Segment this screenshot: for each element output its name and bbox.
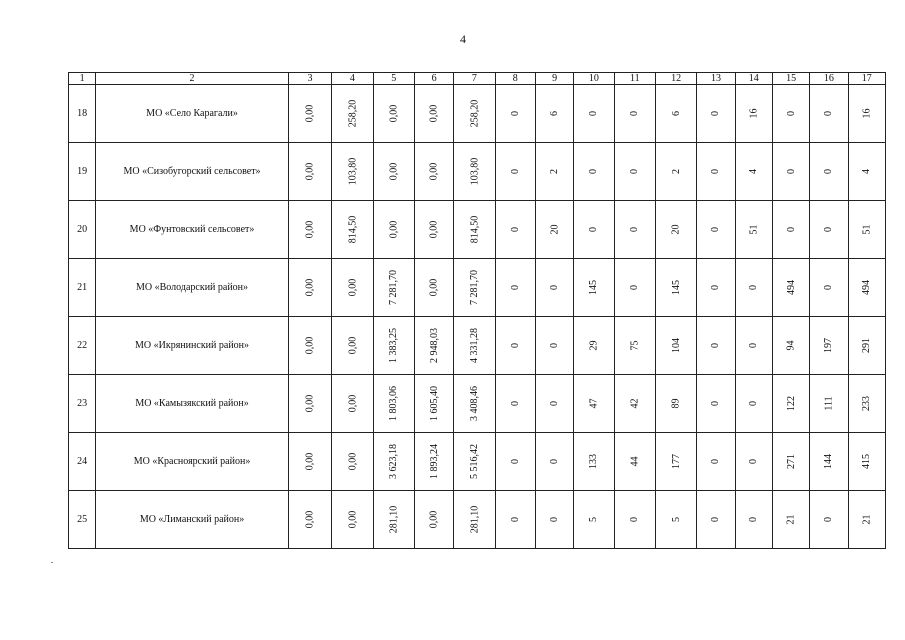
- cell-value: 4: [748, 169, 760, 174]
- value-cell: [735, 143, 772, 201]
- cell-value: 0: [710, 343, 722, 348]
- cell-value: 0,00: [346, 452, 358, 471]
- value-cell: [574, 85, 614, 143]
- value-cell: [454, 375, 495, 433]
- cell-value: 16: [748, 108, 760, 119]
- value-cell: [288, 491, 331, 549]
- value-cell: [288, 433, 331, 491]
- cell-value: 0: [748, 401, 760, 406]
- value-cell: [772, 491, 809, 549]
- value-cell: [535, 433, 573, 491]
- cell-value: 0: [710, 459, 722, 464]
- value-cell: [535, 491, 573, 549]
- value-cell: [373, 433, 414, 491]
- cell-value: 0: [710, 169, 722, 174]
- cell-value: 0: [588, 169, 600, 174]
- value-cell: [655, 491, 696, 549]
- row-number: 20: [69, 201, 96, 259]
- cell-value: 281,10: [388, 505, 400, 534]
- value-cell: [332, 375, 373, 433]
- value-cell: [848, 259, 885, 317]
- row-number: 22: [69, 317, 96, 375]
- cell-value: 0,00: [388, 104, 400, 123]
- value-cell: [848, 491, 885, 549]
- cell-value: 3 408,46: [468, 386, 480, 421]
- value-cell: [414, 433, 453, 491]
- value-cell: [454, 85, 495, 143]
- value-cell: [373, 317, 414, 375]
- municipality-name: МО «Фунтовский сельсовет»: [96, 201, 289, 259]
- municipality-name: МО «Камызякский район»: [96, 375, 289, 433]
- cell-value: 47: [588, 398, 600, 409]
- cell-value: 0: [823, 169, 835, 174]
- value-cell: [735, 433, 772, 491]
- value-cell: [574, 143, 614, 201]
- value-cell: [848, 143, 885, 201]
- value-cell: [414, 259, 453, 317]
- cell-value: 0: [748, 517, 760, 522]
- cell-value: 133: [588, 454, 600, 469]
- cell-value: 20: [549, 224, 561, 235]
- value-cell: [495, 433, 535, 491]
- column-header-5: 5: [373, 73, 414, 85]
- cell-value: 145: [670, 280, 682, 295]
- value-cell: [697, 375, 735, 433]
- cell-value: 0,00: [304, 104, 316, 123]
- value-cell: [697, 317, 735, 375]
- cell-value: 29: [588, 340, 600, 351]
- cell-value: 42: [629, 398, 641, 409]
- municipality-name: МО «Красноярский район»: [96, 433, 289, 491]
- value-cell: [614, 143, 655, 201]
- cell-value: 0,00: [388, 162, 400, 181]
- value-cell: [535, 259, 573, 317]
- table-row: [69, 201, 886, 259]
- cell-value: 94: [785, 340, 797, 351]
- value-cell: [288, 375, 331, 433]
- cell-value: 0: [710, 227, 722, 232]
- value-cell: [697, 201, 735, 259]
- cell-value: 0: [509, 169, 521, 174]
- value-cell: [373, 85, 414, 143]
- value-cell: [810, 433, 848, 491]
- value-cell: [697, 491, 735, 549]
- row-number: 25: [69, 491, 96, 549]
- table-row: [69, 433, 886, 491]
- value-cell: [697, 433, 735, 491]
- cell-value: 0: [785, 111, 797, 116]
- value-cell: [697, 259, 735, 317]
- value-cell: [848, 317, 885, 375]
- column-header-7: 7: [454, 73, 495, 85]
- cell-value: 16: [861, 108, 873, 119]
- value-cell: [810, 85, 848, 143]
- municipality-name: МО «Икрянинский район»: [96, 317, 289, 375]
- cell-value: 0: [549, 517, 561, 522]
- cell-value: 1 383,25: [388, 328, 400, 363]
- value-cell: [495, 85, 535, 143]
- value-cell: [810, 201, 848, 259]
- table-row: [69, 491, 886, 549]
- cell-value: 51: [748, 224, 760, 235]
- cell-value: 4: [861, 169, 873, 174]
- value-cell: [414, 375, 453, 433]
- value-cell: [772, 201, 809, 259]
- value-cell: [735, 317, 772, 375]
- cell-value: 0,00: [346, 278, 358, 297]
- column-header-17: 17: [848, 73, 885, 85]
- value-cell: [574, 317, 614, 375]
- column-header-8: 8: [495, 73, 535, 85]
- cell-value: 0: [549, 343, 561, 348]
- cell-value: 281,10: [468, 505, 480, 534]
- value-cell: [288, 201, 331, 259]
- cell-value: 0: [823, 517, 835, 522]
- value-cell: [288, 143, 331, 201]
- value-cell: [655, 433, 696, 491]
- value-cell: [332, 201, 373, 259]
- value-cell: [495, 491, 535, 549]
- value-cell: [655, 85, 696, 143]
- data-table: [68, 72, 886, 549]
- cell-value: 197: [823, 338, 835, 353]
- row-number: 18: [69, 85, 96, 143]
- cell-value: 0: [549, 285, 561, 290]
- cell-value: 7 281,70: [468, 270, 480, 305]
- cell-value: 0: [710, 111, 722, 116]
- value-cell: [535, 317, 573, 375]
- cell-value: 271: [785, 454, 797, 469]
- cell-value: 0: [823, 285, 835, 290]
- cell-value: 0,00: [304, 394, 316, 413]
- cell-value: 0: [629, 111, 641, 116]
- table-row: [69, 143, 886, 201]
- municipality-name: МО «Володарский район»: [96, 259, 289, 317]
- cell-value: 103,80: [468, 157, 480, 186]
- cell-value: 0,00: [304, 510, 316, 529]
- value-cell: [772, 143, 809, 201]
- municipality-name: МО «Село Карагали»: [96, 85, 289, 143]
- cell-value: 0,00: [428, 278, 440, 297]
- page-number: 4: [460, 32, 466, 46]
- value-cell: [772, 85, 809, 143]
- column-header-1: 1: [69, 73, 96, 85]
- column-header-11: 11: [614, 73, 655, 85]
- value-cell: [810, 143, 848, 201]
- value-cell: [655, 317, 696, 375]
- value-cell: [495, 143, 535, 201]
- header-row: [69, 73, 886, 85]
- cell-value: 0,00: [388, 220, 400, 239]
- row-number: 19: [69, 143, 96, 201]
- value-cell: [535, 201, 573, 259]
- value-cell: [454, 491, 495, 549]
- cell-value: 0: [509, 111, 521, 116]
- value-cell: [454, 143, 495, 201]
- value-cell: [414, 317, 453, 375]
- value-cell: [614, 85, 655, 143]
- column-header-16: 16: [810, 73, 848, 85]
- table-row: [69, 259, 886, 317]
- value-cell: [332, 433, 373, 491]
- cell-value: 0: [629, 169, 641, 174]
- cell-value: 0: [549, 459, 561, 464]
- cell-value: 0: [823, 227, 835, 232]
- value-cell: [772, 317, 809, 375]
- value-cell: [454, 433, 495, 491]
- value-cell: [655, 143, 696, 201]
- municipality-name: МО «Лиманский район»: [96, 491, 289, 549]
- value-cell: [735, 375, 772, 433]
- cell-value: 2: [549, 169, 561, 174]
- value-cell: [810, 491, 848, 549]
- value-cell: [735, 491, 772, 549]
- cell-value: 103,80: [346, 157, 358, 186]
- cell-value: 0: [509, 227, 521, 232]
- value-cell: [414, 201, 453, 259]
- cell-value: 5: [670, 517, 682, 522]
- column-header-10: 10: [574, 73, 614, 85]
- value-cell: [332, 491, 373, 549]
- value-cell: [495, 201, 535, 259]
- row-number: 21: [69, 259, 96, 317]
- cell-value: 0: [629, 285, 641, 290]
- cell-value: 0: [509, 517, 521, 522]
- cell-value: 814,50: [468, 215, 480, 244]
- cell-value: 44: [629, 456, 641, 467]
- value-cell: [574, 433, 614, 491]
- cell-value: 0: [509, 459, 521, 464]
- value-cell: [848, 375, 885, 433]
- cell-value: 0,00: [304, 278, 316, 297]
- cell-value: 20: [670, 224, 682, 235]
- value-cell: [574, 491, 614, 549]
- value-cell: [495, 259, 535, 317]
- value-cell: [373, 259, 414, 317]
- value-cell: [332, 317, 373, 375]
- value-cell: [697, 143, 735, 201]
- cell-value: 233: [861, 396, 873, 411]
- column-header-12: 12: [655, 73, 696, 85]
- value-cell: [495, 317, 535, 375]
- table-row: [69, 317, 886, 375]
- cell-value: 0: [509, 285, 521, 290]
- cell-value: 291: [861, 338, 873, 353]
- cell-value: 122: [785, 396, 797, 411]
- value-cell: [373, 491, 414, 549]
- cell-value: 0,00: [304, 162, 316, 181]
- value-cell: [414, 85, 453, 143]
- cell-value: 0: [823, 111, 835, 116]
- value-cell: [535, 143, 573, 201]
- value-cell: [332, 85, 373, 143]
- value-cell: [373, 201, 414, 259]
- value-cell: [454, 201, 495, 259]
- cell-value: 21: [861, 514, 873, 525]
- cell-value: 0,00: [428, 510, 440, 529]
- cell-value: 0,00: [428, 104, 440, 123]
- column-header-2: 2: [96, 73, 289, 85]
- cell-value: 6: [549, 111, 561, 116]
- value-cell: [697, 85, 735, 143]
- cell-value: 0,00: [346, 394, 358, 413]
- cell-value: 0: [710, 285, 722, 290]
- cell-value: 0: [549, 401, 561, 406]
- cell-value: 494: [861, 280, 873, 295]
- column-header-13: 13: [697, 73, 735, 85]
- value-cell: [735, 85, 772, 143]
- cell-value: 0: [629, 227, 641, 232]
- value-cell: [288, 85, 331, 143]
- cell-value: 258,20: [468, 99, 480, 128]
- cell-value: 177: [670, 454, 682, 469]
- cell-value: 144: [823, 454, 835, 469]
- cell-value: 0: [748, 459, 760, 464]
- cell-value: 0,00: [304, 336, 316, 355]
- cell-value: 0: [629, 517, 641, 522]
- cell-value: 814,50: [346, 215, 358, 244]
- value-cell: [810, 259, 848, 317]
- value-cell: [414, 491, 453, 549]
- value-cell: [735, 201, 772, 259]
- value-cell: [574, 201, 614, 259]
- cell-value: 0: [710, 517, 722, 522]
- cell-value: 4 331,28: [468, 328, 480, 363]
- value-cell: [772, 259, 809, 317]
- cell-value: 5 516,42: [468, 444, 480, 479]
- cell-value: 0,00: [346, 336, 358, 355]
- cell-value: 2: [670, 169, 682, 174]
- row-number: 24: [69, 433, 96, 491]
- cell-value: 5: [588, 517, 600, 522]
- table-row: [69, 85, 886, 143]
- cell-value: 415: [861, 454, 873, 469]
- cell-value: 0: [588, 227, 600, 232]
- cell-value: 1 803,06: [388, 386, 400, 421]
- value-cell: [848, 201, 885, 259]
- value-cell: [535, 85, 573, 143]
- column-header-3: 3: [288, 73, 331, 85]
- cell-value: 75: [629, 340, 641, 351]
- value-cell: [288, 259, 331, 317]
- value-cell: [614, 491, 655, 549]
- cell-value: 51: [861, 224, 873, 235]
- cell-value: 1 893,24: [428, 444, 440, 479]
- row-number: 23: [69, 375, 96, 433]
- column-header-14: 14: [735, 73, 772, 85]
- value-cell: [495, 375, 535, 433]
- cell-value: 7 281,70: [388, 270, 400, 305]
- cell-value: 111: [823, 396, 835, 411]
- value-cell: [614, 201, 655, 259]
- value-cell: [614, 259, 655, 317]
- value-cell: [614, 433, 655, 491]
- value-cell: [655, 201, 696, 259]
- cell-value: 0: [748, 285, 760, 290]
- table-body: [69, 85, 886, 549]
- value-cell: [614, 375, 655, 433]
- cell-value: 0,00: [304, 452, 316, 471]
- cell-value: 0: [748, 343, 760, 348]
- cell-value: 0: [509, 343, 521, 348]
- cell-value: 0: [710, 401, 722, 406]
- value-cell: [535, 375, 573, 433]
- column-header-4: 4: [332, 73, 373, 85]
- cell-value: 0,00: [346, 510, 358, 529]
- value-cell: [574, 259, 614, 317]
- cell-value: 0,00: [428, 220, 440, 239]
- cell-value: 3 623,18: [388, 444, 400, 479]
- column-header-6: 6: [414, 73, 453, 85]
- cell-value: 89: [670, 398, 682, 409]
- value-cell: [848, 85, 885, 143]
- value-cell: [332, 259, 373, 317]
- value-cell: [655, 375, 696, 433]
- value-cell: [288, 317, 331, 375]
- value-cell: [332, 143, 373, 201]
- value-cell: [454, 317, 495, 375]
- value-cell: [373, 143, 414, 201]
- cell-value: 104: [670, 338, 682, 353]
- cell-value: 0: [588, 111, 600, 116]
- value-cell: [414, 143, 453, 201]
- value-cell: [848, 433, 885, 491]
- column-header-9: 9: [535, 73, 573, 85]
- value-cell: [772, 375, 809, 433]
- cell-value: 0,00: [428, 162, 440, 181]
- value-cell: [373, 375, 414, 433]
- value-cell: [810, 375, 848, 433]
- table-row: [69, 375, 886, 433]
- value-cell: [655, 259, 696, 317]
- cell-value: 6: [670, 111, 682, 116]
- stray-mark: [51, 562, 53, 563]
- value-cell: [454, 259, 495, 317]
- cell-value: 494: [785, 280, 797, 295]
- value-cell: [614, 317, 655, 375]
- cell-value: 21: [785, 514, 797, 525]
- value-cell: [772, 433, 809, 491]
- cell-value: 0: [785, 169, 797, 174]
- cell-value: 0: [785, 227, 797, 232]
- column-header-15: 15: [772, 73, 809, 85]
- value-cell: [810, 317, 848, 375]
- cell-value: 1 605,40: [428, 386, 440, 421]
- municipality-name: МО «Сизобугорский сельсовет»: [96, 143, 289, 201]
- value-cell: [574, 375, 614, 433]
- value-cell: [735, 259, 772, 317]
- cell-value: 258,20: [346, 99, 358, 128]
- cell-value: 0: [509, 401, 521, 406]
- cell-value: 2 948,03: [428, 328, 440, 363]
- cell-value: 0,00: [304, 220, 316, 239]
- cell-value: 145: [588, 280, 600, 295]
